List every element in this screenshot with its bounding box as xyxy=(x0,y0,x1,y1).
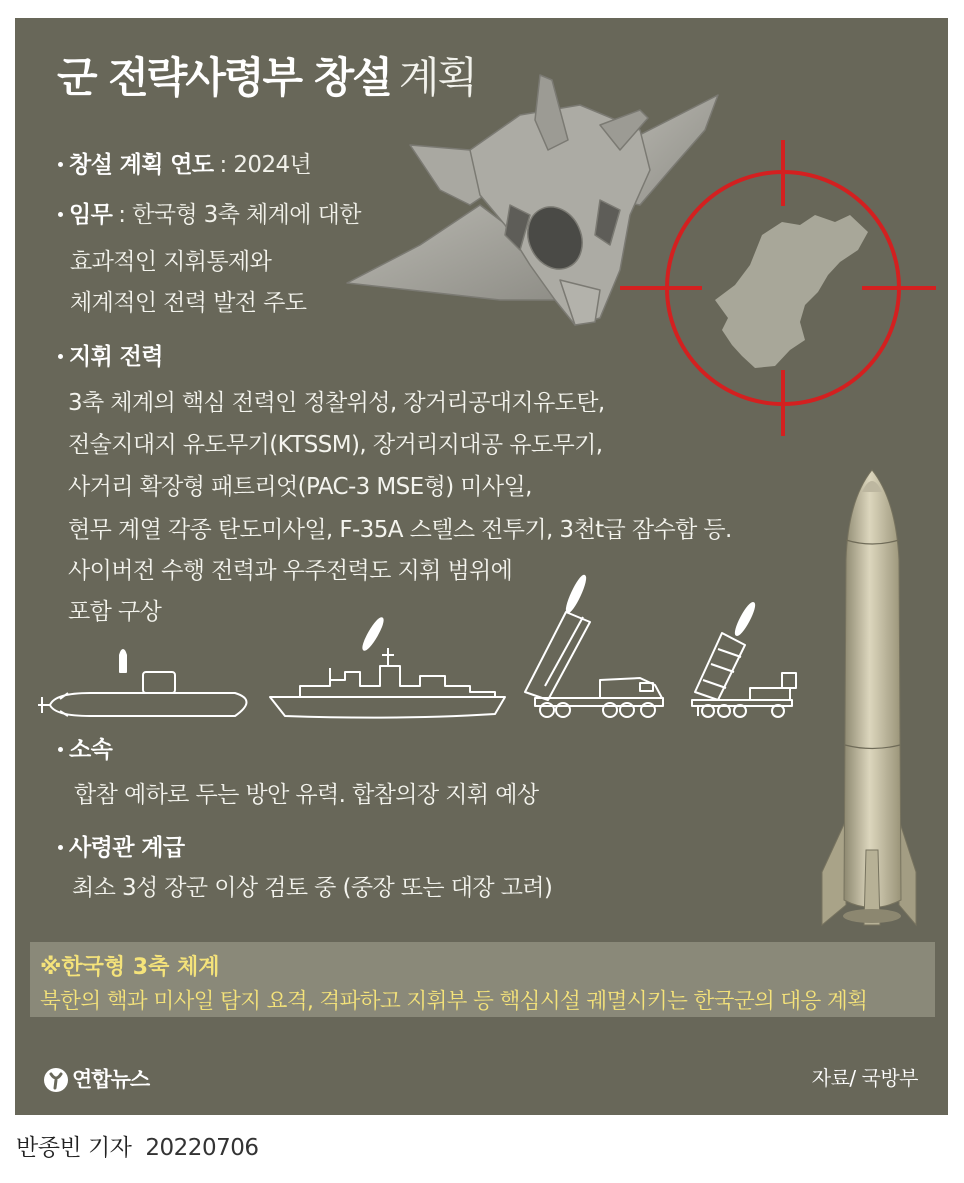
affiliation-label: 소속 xyxy=(69,737,113,763)
publish-date: 20220706 xyxy=(145,1135,259,1161)
command-assets-label: 지휘 전력 xyxy=(69,344,163,370)
command-assets-line: 3축 체계의 핵심 전력인 정찰위성, 장거리공대지유도탄, xyxy=(68,390,605,416)
bullet-dot xyxy=(58,212,63,217)
mission-label: 임무 xyxy=(69,202,113,228)
warship-illustration xyxy=(270,616,505,717)
note-title: ※한국형 3축 체계 xyxy=(40,955,220,980)
page-title-main: 군 전략사령부 창설 xyxy=(57,53,391,102)
note-box xyxy=(30,942,935,1017)
bullet-dot xyxy=(58,354,63,359)
command-assets-line: 사이버전 수행 전력과 우주전력도 지휘 범위에 xyxy=(68,558,513,584)
missile-launcher-truck-illustration xyxy=(525,574,663,717)
plan-year-value: : 2024년 xyxy=(219,152,312,178)
command-assets-line: 전술지대지 유도무기(KTSSM), 장거리지대공 유도무기, xyxy=(68,432,603,458)
affiliation-row xyxy=(58,729,112,771)
commander-rank-line: 최소 3성 장군 이상 검토 중 (중장 또는 대장 고려) xyxy=(72,875,553,901)
plan-year-label: 창설 계획 연도 xyxy=(69,152,214,178)
command-assets-line: 포함 구상 xyxy=(68,599,162,625)
page-title xyxy=(57,48,476,108)
bullet-dot xyxy=(58,747,63,752)
yonhap-logo-icon xyxy=(42,1066,70,1094)
reporter-name: 반종빈 기자 xyxy=(16,1135,132,1161)
source-credit: 자료/ 국방부 xyxy=(811,1066,918,1090)
command-assets-line: 사거리 확장형 패트리엇(PAC-3 MSE형) 미사일, xyxy=(68,474,532,500)
note-text: 북한의 핵과 미사일 탐지 요격, 격파하고 지휘부 등 핵심시설 궤멸시키는 한국군의 대응 계획 xyxy=(40,989,868,1014)
mission-value: : 한국형 3축 체계에 대한 xyxy=(118,202,361,228)
mission-row xyxy=(58,194,361,236)
commander-rank-label: 사령관 계급 xyxy=(69,835,185,861)
mission-line: 효과적인 지휘통제와 xyxy=(70,249,272,275)
submarine-illustration xyxy=(38,650,247,716)
plan-year-row xyxy=(58,144,311,186)
bullet-dot xyxy=(58,845,63,850)
ballistic-missile-illustration xyxy=(822,470,916,925)
patriot-launcher-illustration xyxy=(692,601,796,717)
affiliation-line: 합참 예하로 두는 방안 유력. 합참의장 지휘 예상 xyxy=(74,782,539,808)
commander-rank-row xyxy=(58,827,185,869)
command-assets-row xyxy=(58,336,163,378)
logo-text: 연합뉴스 xyxy=(72,1067,150,1092)
page-title-sub: 계획 xyxy=(398,53,476,102)
command-assets-line: 현무 계열 각종 탄도미사일, F-35A 스텔스 전투기, 3천t급 잠수함 등. xyxy=(68,517,732,543)
yonhap-logo xyxy=(42,1063,149,1095)
mission-line: 체계적인 전력 발전 주도 xyxy=(70,290,307,316)
bullet-dot xyxy=(58,162,63,167)
north-korea-map xyxy=(715,215,868,368)
byline xyxy=(16,1131,258,1165)
